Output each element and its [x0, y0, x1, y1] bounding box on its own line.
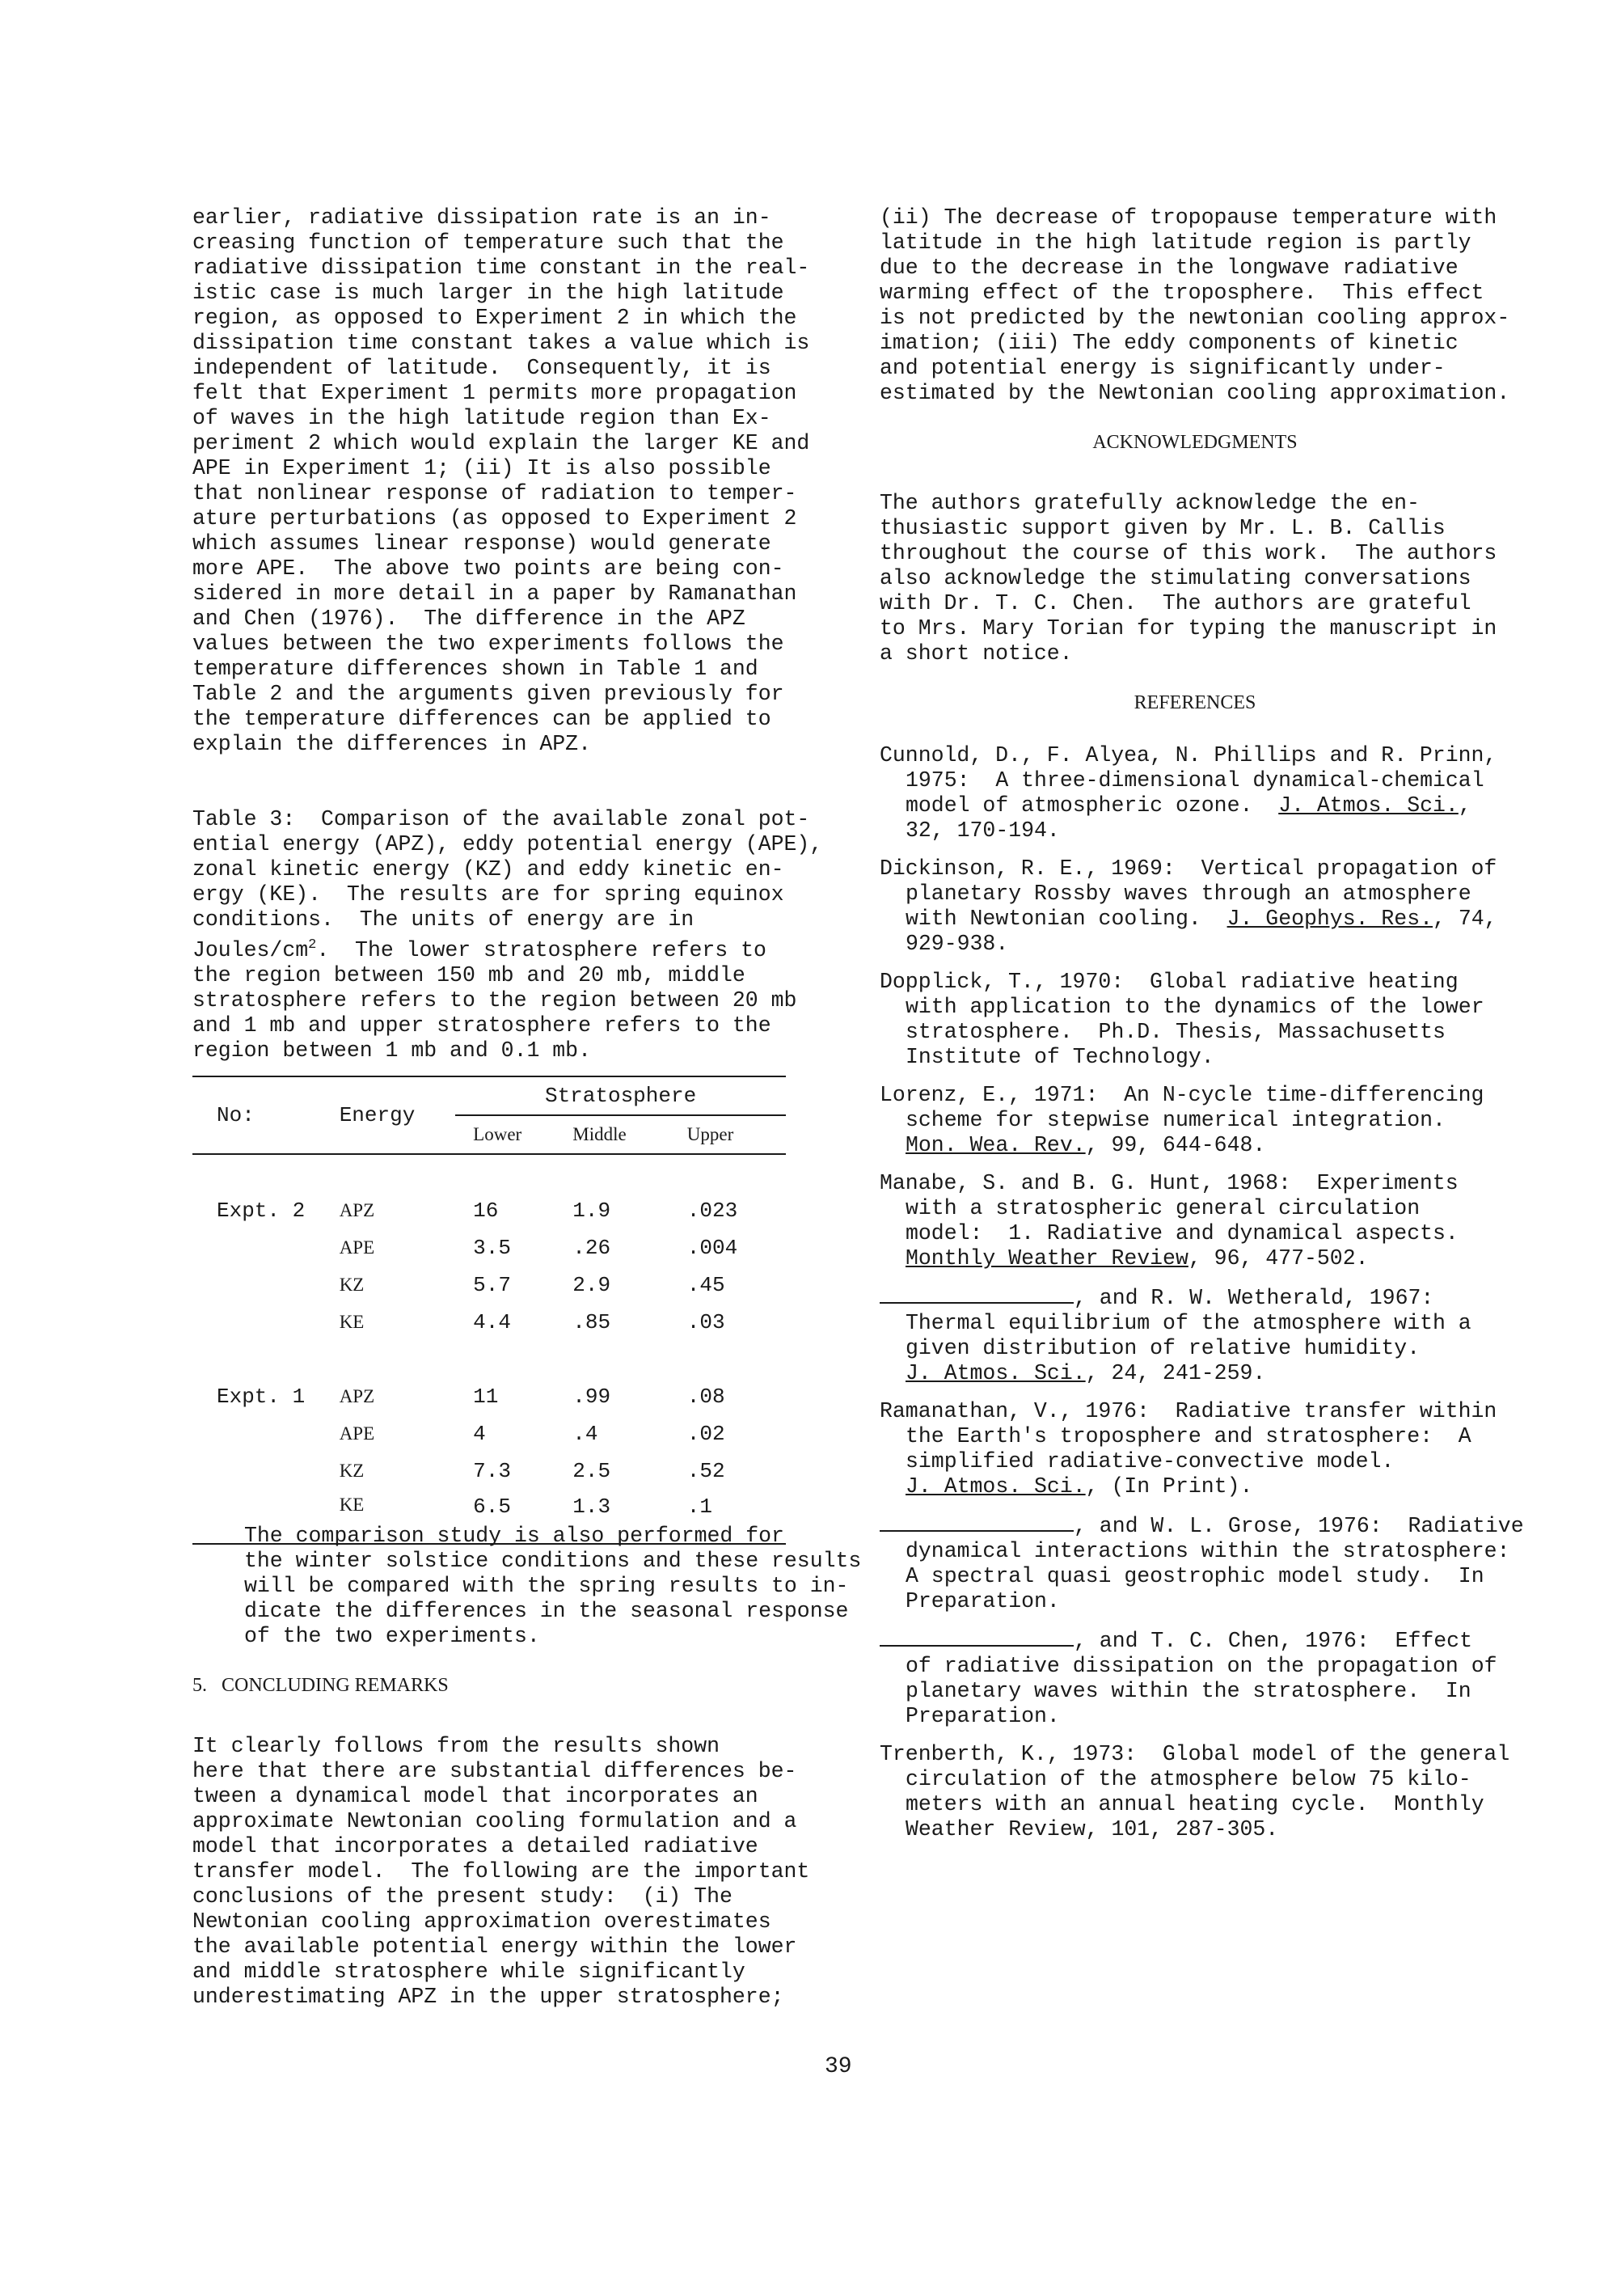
- caption-text: Table 3: Comparison of the available zonal pot- ential energy (APZ), eddy potential energy (APE), zonal kinetic energy (KZ) and eddy kinetic en- ergy (KE). The results are for spring equinox conditions. The units of energy are in Joules/cm: [192, 807, 823, 962]
- reference-text: Dopplick, T., 1970: Global radiative heating with application to the dynamics of the lower stratosphere. Ph.D. Thesis, Massachusetts Institute of Technology.: [880, 970, 1484, 1069]
- reference-item: [880, 1399, 1510, 1499]
- col-header-no: No:: [217, 1103, 255, 1127]
- reference-journal: Mon. Wea. Rev.: [906, 1133, 1086, 1157]
- reference-journal: Monthly Weather Review: [906, 1246, 1188, 1271]
- reference-item: [880, 1284, 1510, 1386]
- table-row: KZ 5.7 2.9 .45: [339, 1273, 725, 1297]
- reference-item: [880, 1627, 1510, 1729]
- col-group-stratosphere: Stratosphere: [455, 1076, 786, 1115]
- reference-journal: J. Geophys. Res.: [1226, 907, 1433, 931]
- caption-superscript: 2: [308, 937, 317, 953]
- reference-text: , (In Print).: [1085, 1474, 1253, 1499]
- table-row: KZ 7.3 2.5 .52: [339, 1459, 725, 1483]
- col-header-middle: Middle: [572, 1124, 627, 1144]
- body-paragraph: It clearly follows from the results shown here that there are substantial differences be- tween a dynamical model that incorporates an approximate Newtonian cooling formulation and a model that incorporates a detailed radiative transfer model. The following are the important conclusions of the present study: (i) The Newtonian cooling approximation overestimates the available potential energy within the lower and middle stratosphere while significantly underestimating APZ in the upper stratosphere;: [192, 1734, 810, 2009]
- reference-item: [880, 1171, 1510, 1271]
- table-row: Expt. 2 APZ 16 1.9 .023: [217, 1199, 738, 1223]
- body-paragraph: earlier, radiative dissipation rate is an in- creasing function of temperature such that the radiative dissipation time constant in the real- istic case is much larger in the high latitude region, as opposed to Experiment 2 in which the dissipation time constant takes a value which is independent of latitude. Consequently, it is felt that Experiment 1 permits more propagation of waves in the high latitude region than Ex- periment 2 which would explain the larger KE and APE in Experiment 1; (ii) It is also possible that nonlinear response of radiation to temper- ature perturbations (as opposed to Experiment 2 which assumes linear response) would generate more APE. The above two points are being con- sidered in more detail in a paper by Ramanathan and Chen (1976). The difference in the APZ values between the two experiments follows the temperature differences shown in Table 1 and Table 2 and the arguments given previously for the temperature differences can be applied to explain the differences in APZ.: [192, 205, 810, 756]
- col-header-upper: Upper: [686, 1124, 734, 1144]
- ditto-rule: [880, 1284, 1074, 1304]
- reference-item: [880, 1083, 1510, 1158]
- body-paragraph: The comparison study is also performed for the winter solstice conditions and these results will be compared with the spring results to in- dicate the differences in the seasonal response of the two experiments.: [244, 1524, 862, 1648]
- reference-journal: J. Atmos. Sci.: [906, 1361, 1086, 1385]
- ditto-rule: [880, 1512, 1074, 1532]
- table-caption: [192, 807, 823, 1063]
- left-column-lower: [192, 1524, 862, 2010]
- reference-text: , 96, 477-502.: [1188, 1246, 1369, 1271]
- table-row: APE 3.5 .26 .004: [339, 1236, 738, 1260]
- references-heading: REFERENCES: [1134, 692, 1256, 713]
- reference-text: Dickinson, R. E., 1969: Vertical propagation of planetary Rossby waves through an atmosphere with Newtonian cooling.: [880, 856, 1497, 931]
- reference-item: [880, 743, 1510, 844]
- body-paragraph: (ii) The decrease of tropopause temperature with latitude in the high latitude region is partly due to the decrease in the longwave radiative warming effect of the troposphere. This effect is not predicted by the newtonian cooling approx- imation; (iii) The eddy components of kinetic and potential energy is significantly under- estimated by the Newtonian cooling approximation.: [880, 205, 1510, 405]
- reference-text: Manabe, S. and B. G. Hunt, 1968: Experiments with a stratospheric general circulation model: 1. Radiative and dynamical aspects.: [880, 1171, 1459, 1245]
- reference-item: [880, 856, 1510, 957]
- reference-text: , 24, 241-259.: [1085, 1361, 1266, 1385]
- reference-text: , and R. W. Wetherald, 1967: Thermal equilibrium of the atmosphere with a given distribution of relative humidity.: [906, 1286, 1471, 1360]
- reference-item: [880, 1742, 1510, 1842]
- reference-text: Lorenz, E., 1971: An N-cycle time-differencing scheme for stepwise numerical integration.: [880, 1083, 1484, 1132]
- reference-text: Ramanathan, V., 1976: Radiative transfer within the Earth's troposphere and stratosphere: A simplified radiative-convective model.: [880, 1399, 1497, 1474]
- reference-item: [880, 970, 1510, 1070]
- right-column: [880, 205, 1524, 1855]
- reference-text: , and W. L. Grose, 1976: Radiative dynamical interactions within the stratosphere: A spectral quasi geostrophic model study. In Preparation.: [906, 1514, 1524, 1613]
- reference-list: [880, 743, 1524, 1842]
- table-row: KE 6.5 1.3 .1: [192, 1490, 786, 1544]
- col-header-energy: Energy: [339, 1103, 416, 1127]
- reference-item: [880, 1512, 1524, 1614]
- energy-table: [192, 1076, 786, 1545]
- table-row: KE 4.4 .85 .03: [339, 1310, 725, 1334]
- acknowledgments-text: The authors gratefully acknowledge the en- thusiastic support given by Mr. L. B. Callis throughout the course of this work. The authors also acknowledge the stimulating conversations with Dr. T. C. Chen. The authors are grateful to Mrs. Mary Torian for typing the manuscript in a short notice.: [880, 491, 1497, 666]
- col-header-lower: Lower: [473, 1124, 522, 1144]
- table-row: Expt. 1 APZ 11 .99 .08: [217, 1385, 725, 1409]
- caption-text: . The lower stratosphere refers to the region between 150 mb and 20 mb, middle stratosphere refers to the region between 20 mb and 1 mb and upper stratosphere refers to the region between 1 mb and 0.1 mb.: [192, 937, 797, 1063]
- reference-text: , 99, 644-648.: [1085, 1133, 1266, 1157]
- reference-text: , 32, 170-194.: [906, 793, 1471, 843]
- reference-text: , 74, 929-938.: [906, 907, 1497, 956]
- page-number: 39: [825, 2054, 852, 2079]
- acknowledgments-heading: ACKNOWLEDGMENTS: [1092, 432, 1298, 453]
- reference-journal: J. Atmos. Sci.: [1278, 793, 1459, 818]
- reference-journal: J. Atmos. Sci.: [906, 1474, 1086, 1499]
- section-heading: 5. CONCLUDING REMARKS: [192, 1675, 449, 1696]
- ditto-rule: [880, 1627, 1074, 1647]
- table-row: APE 4 .4 .02: [339, 1422, 725, 1446]
- left-column: [192, 205, 823, 1063]
- reference-text: Cunnold, D., F. Alyea, N. Phillips and R. Prinn, 1975: A three-dimensional dynamical-chemical model of atmospheric ozone.: [880, 743, 1497, 818]
- reference-text: Trenberth, K., 1973: Global model of the general circulation of the atmosphere below 75 kilo- meters with an annual heating cycle. Monthly Weather Review, 101, 287-305.: [880, 1742, 1510, 1841]
- reference-text: , and T. C. Chen, 1976: Effect of radiative dissipation on the propagation of planetary waves within the stratosphere. In Preparation.: [906, 1629, 1497, 1728]
